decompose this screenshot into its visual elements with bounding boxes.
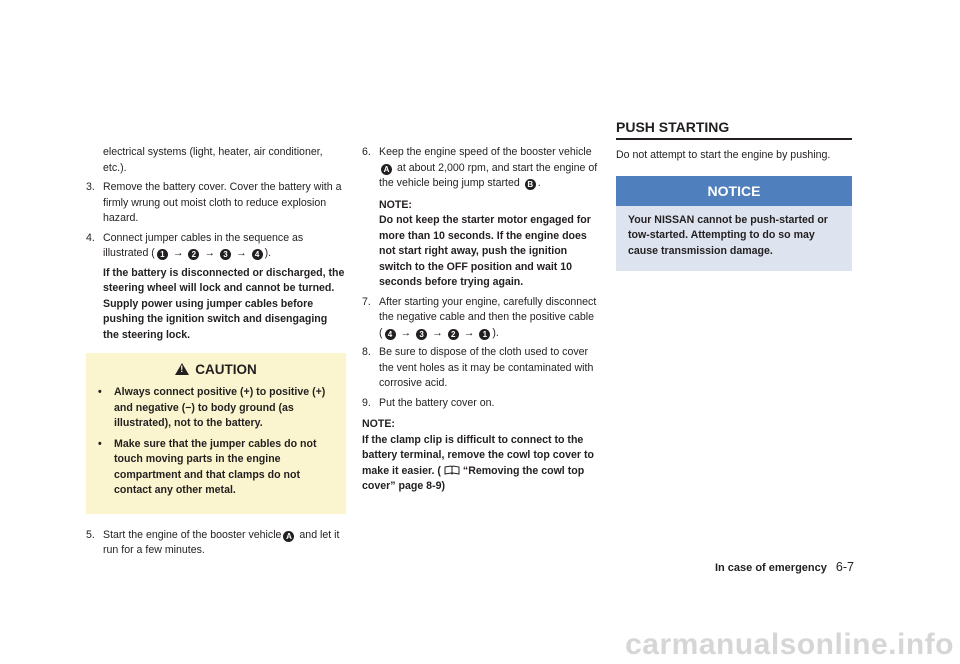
- step-4: 4. Connect jumper cables in the sequence as illustrated ( 1 → 2 → 3 → 4 ). If the battery is disconnected or discharged, the steering wheel will lock and cannot be turned. Supply power using jumper cables before pushing the ignition switch and disengaging the steering lock.: [86, 231, 346, 344]
- bullet-icon: •: [98, 386, 102, 398]
- arrow-icon: →: [432, 326, 443, 339]
- step-7: 7. After starting your engine, carefully disconnect the negative cable and then the positive cable ( 4 → 3 → 2 → 1 ).: [362, 295, 597, 339]
- caution-box: [86, 353, 346, 514]
- number-circle: 4: [385, 329, 396, 340]
- number-circle: 1: [157, 249, 168, 260]
- arrow-icon: →: [463, 326, 475, 339]
- step-3: 3. Remove the battery cover. Cover the battery with a firmly wrung out moist cloth to reduce explosion hazard.: [86, 181, 342, 224]
- watermark: carmanualsonline.info: [625, 628, 954, 661]
- number-circle: 4: [252, 249, 263, 260]
- number-circle: 2: [188, 249, 199, 260]
- book-reference-icon: [444, 465, 460, 475]
- step-8: 8. Be sure to dispose of the cloth used to cover the vent holes as it may be contaminated with corrosive acid.: [362, 346, 594, 389]
- middle-column: [362, 145, 600, 495]
- step-9: 9. Put the battery cover on.: [362, 396, 495, 409]
- caution-item: • Make sure that the jumper cables do not touch moving parts in the engine compartment and that clamps do not contact any other metal.: [98, 437, 317, 496]
- arrow-icon: →: [236, 247, 247, 259]
- left-column: [86, 145, 346, 561]
- warning-icon: [175, 363, 189, 375]
- continued-text: electrical systems (light, heater, air conditioner, etc.).: [103, 146, 323, 174]
- vehicle-marker: A: [283, 531, 294, 542]
- step-5: 5. Start the engine of the booster vehicle A and let it run for a few minutes.: [86, 528, 340, 556]
- note-label: NOTE:: [362, 418, 395, 430]
- section-heading: PUSH STARTING: [616, 118, 852, 140]
- notice-title: NOTICE: [616, 176, 852, 206]
- step-6: 6. Keep the engine speed of the booster vehicle A at about 2,000 rpm, and start the engine of the vehicle being jump started B . NOTE: Do not keep the starter motor engaged for more than 10 seconds. If the engine does not start right away, push the ignition switch to the OFF position and wait 10 seconds before trying again.: [362, 145, 600, 291]
- number-circle: 1: [479, 329, 490, 340]
- bullet-icon: •: [98, 437, 102, 450]
- arrow-icon: →: [172, 247, 184, 259]
- page-number: 6-7: [835, 560, 854, 574]
- note-text: If the clamp clip is difficult to connect to the battery terminal, remove the cowl top cover to make it easier. ( “Removing the cowl top cover” page 8-9): [362, 433, 594, 492]
- note-text: Do not keep the starter motor engaged for more than 10 seconds. If the engine does not start right away, push the ignition switch to the OFF position and wait 10 seconds before trying again.: [379, 214, 591, 288]
- arrow-icon: →: [204, 247, 215, 259]
- steering-lock-warning: If the battery is disconnected or discharged, the steering wheel will lock and cannot be turned. Supply power using jumper cables before pushing the ignition switch and disengaging the steering lock.: [103, 266, 345, 341]
- notice-text: Your NISSAN cannot be push-started or tow-started. Attempting to do so may cause transmission damage.: [628, 213, 828, 257]
- caution-title: !CAUTION: [98, 361, 334, 379]
- vehicle-marker: A: [381, 164, 392, 175]
- intro-text: Do not attempt to start the engine by pushing.: [616, 149, 831, 161]
- notice-box: [616, 176, 852, 272]
- footer-section: In case of emergency: [714, 562, 827, 574]
- note-label: NOTE:: [379, 198, 412, 211]
- page-footer: [715, 560, 854, 575]
- right-column: [616, 118, 852, 271]
- arrow-icon: →: [400, 326, 412, 339]
- caution-item: • Always connect positive (+) to positive (+) and negative (−) to body ground (as illustrated), not to the battery.: [98, 386, 326, 429]
- number-circle: 2: [448, 329, 459, 340]
- number-circle: 3: [416, 329, 427, 340]
- number-circle: 3: [220, 249, 231, 260]
- vehicle-marker: B: [525, 179, 536, 190]
